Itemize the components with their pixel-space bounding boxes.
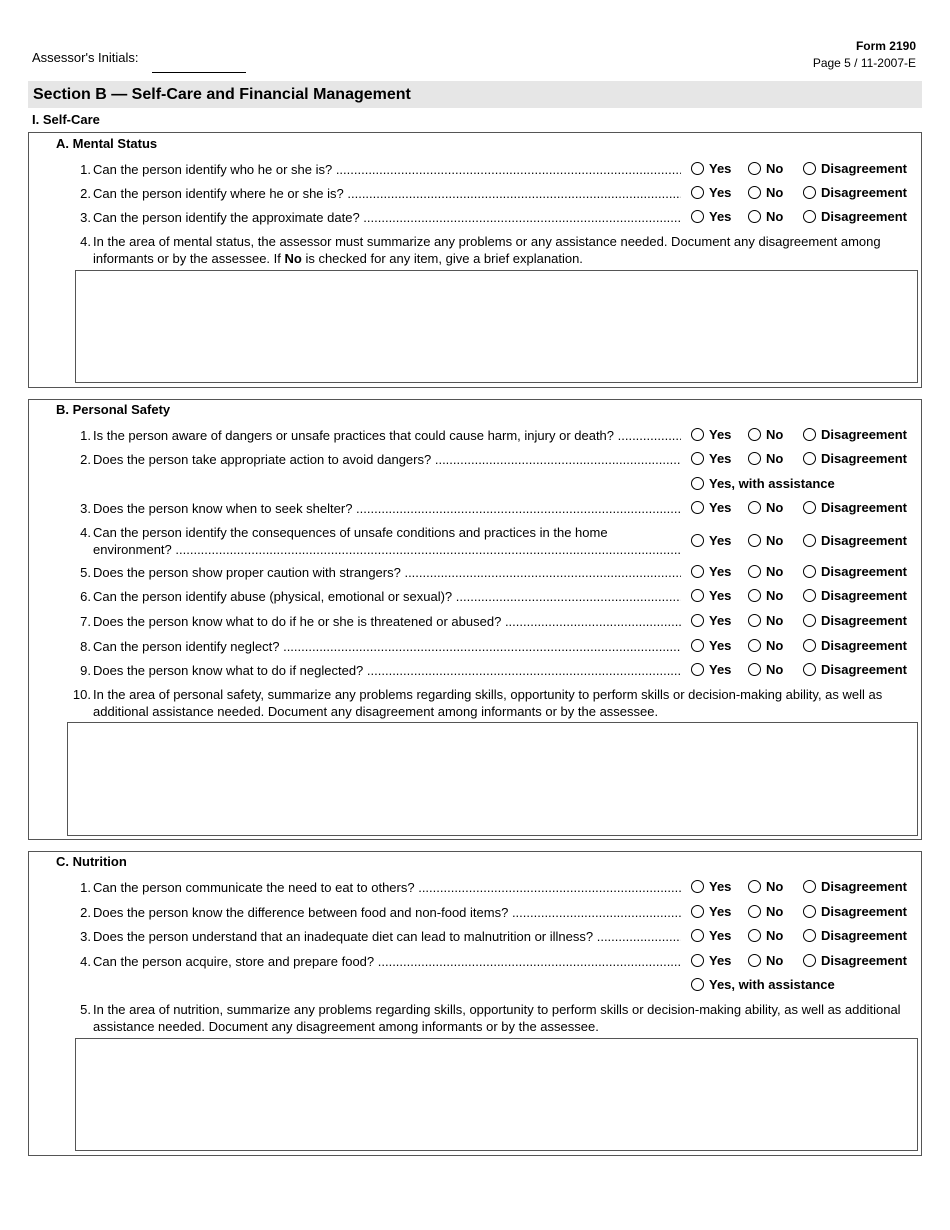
radio-circle-icon — [803, 452, 816, 465]
radio-circle-icon — [748, 639, 761, 652]
disagreement-radio[interactable] — [803, 878, 907, 896]
radio-circle-icon — [691, 210, 704, 223]
radio-circle-icon — [748, 428, 761, 441]
yes-radio[interactable] — [691, 637, 731, 655]
radio-circle-icon — [748, 880, 761, 893]
yes-label: Yes — [709, 500, 732, 515]
yes-radio[interactable] — [691, 450, 731, 468]
disagreement-label: Disagreement — [821, 613, 907, 628]
yes-radio[interactable] — [691, 612, 731, 630]
radio-circle-icon — [803, 428, 816, 441]
yes-radio[interactable] — [691, 927, 731, 945]
yes-radio[interactable] — [691, 208, 731, 226]
yes-radio[interactable] — [691, 563, 731, 581]
mental-status-title: A. Mental Status — [56, 136, 158, 151]
yes-radio[interactable] — [691, 426, 731, 444]
disagreement-radio[interactable] — [803, 637, 907, 655]
radio-circle-icon — [803, 663, 816, 676]
radio-circle-icon — [691, 428, 704, 441]
yes-radio[interactable] — [691, 878, 731, 896]
question-text: Can the person identify where he or she is? ..... — [93, 185, 681, 202]
no-radio[interactable] — [748, 426, 783, 444]
radio-circle-icon — [691, 663, 704, 676]
personal-safety-title: B. Personal Safety — [56, 402, 171, 417]
disagreement-label: Disagreement — [821, 953, 907, 968]
yes-with-assistance-radio[interactable] — [691, 976, 835, 994]
radio-circle-icon — [691, 452, 704, 465]
yes-label: Yes — [709, 185, 732, 200]
assessor-initials-field[interactable] — [152, 71, 246, 73]
radio-circle-icon — [748, 565, 761, 578]
radio-circle-icon — [691, 954, 704, 967]
personal-safety-summary-box[interactable] — [67, 722, 918, 836]
radio-circle-icon — [803, 954, 816, 967]
question-text: Can the person identify the approximate date? ..... — [93, 209, 681, 226]
instruction-text: In the area of nutrition, summarize any problems regarding skills, opportunity to perform skills or decision-making ability, as well as additional assistance needed. Document any disagreement among informants or by the assessee. — [93, 1002, 901, 1034]
disagreement-label: Disagreement — [821, 500, 907, 515]
question-number: 4. — [80, 234, 91, 249]
question-number: 2. — [80, 452, 91, 467]
yes-radio[interactable] — [691, 160, 731, 178]
disagreement-radio[interactable] — [803, 208, 907, 226]
no-label: No — [766, 662, 784, 677]
no-radio[interactable] — [748, 563, 783, 581]
question-text: Can the person acquire, store and prepare food? ..... — [93, 953, 681, 970]
instruction-emphasis: No — [284, 251, 302, 266]
no-label: No — [766, 427, 784, 442]
yes-label: Yes — [709, 427, 732, 442]
radio-circle-icon — [691, 905, 704, 918]
no-label: No — [766, 613, 784, 628]
radio-circle-icon — [748, 452, 761, 465]
disagreement-radio[interactable] — [803, 160, 907, 178]
disagreement-radio[interactable] — [803, 952, 907, 970]
question-number: 3. — [80, 210, 91, 225]
yes-with-assistance-radio[interactable] — [691, 475, 835, 493]
question-number: 6. — [80, 589, 91, 604]
radio-circle-icon — [803, 186, 816, 199]
radio-circle-icon — [748, 501, 761, 514]
question-number: 4. — [80, 525, 91, 540]
yes-label: Yes — [709, 161, 732, 176]
radio-circle-icon — [691, 477, 704, 490]
no-radio[interactable] — [748, 637, 783, 655]
radio-circle-icon — [748, 534, 761, 547]
no-radio[interactable] — [748, 532, 783, 550]
no-label: No — [766, 879, 784, 894]
question-number: 2. — [80, 905, 91, 920]
yes-label: Yes — [709, 564, 732, 579]
question-text: Can the person identify who he or she is? ..... — [93, 161, 681, 178]
yes-label: Yes — [709, 533, 732, 548]
yes-label: Yes — [709, 953, 732, 968]
disagreement-label: Disagreement — [821, 904, 907, 919]
radio-circle-icon — [748, 929, 761, 942]
question-number: 9. — [80, 663, 91, 678]
radio-circle-icon — [691, 880, 704, 893]
disagreement-radio[interactable] — [803, 903, 907, 921]
no-label: No — [766, 588, 784, 603]
radio-circle-icon — [748, 186, 761, 199]
disagreement-radio[interactable] — [803, 927, 907, 945]
no-radio[interactable] — [748, 878, 783, 896]
disagreement-radio[interactable] — [803, 661, 907, 679]
question-number: 7. — [80, 614, 91, 629]
yes-radio[interactable] — [691, 499, 731, 517]
radio-circle-icon — [691, 929, 704, 942]
no-radio[interactable] — [748, 612, 783, 630]
question-text: Can the person identify abuse (physical, emotional or sexual)? ..... — [93, 588, 681, 605]
radio-circle-icon — [691, 501, 704, 514]
question-text-continued: environment? ..... — [93, 541, 681, 558]
disagreement-label: Disagreement — [821, 427, 907, 442]
no-radio[interactable] — [748, 587, 783, 605]
disagreement-radio[interactable] — [803, 532, 907, 550]
disagreement-label: Disagreement — [821, 662, 907, 677]
yes-label: Yes — [709, 879, 732, 894]
page-reference: Page 5 / 11-2007-E — [812, 56, 916, 70]
question-text: Does the person understand that an inadequate diet can lead to malnutrition or illness? ..... — [93, 928, 681, 945]
instruction-text: In the area of mental status, the assessor must summarize any problems or any assistance needed. Document any disagreement among informants or by the assessee. If — [93, 234, 881, 266]
no-label: No — [766, 638, 784, 653]
no-label: No — [766, 500, 784, 515]
radio-circle-icon — [691, 534, 704, 547]
disagreement-label: Disagreement — [821, 533, 907, 548]
question-text: Can the person communicate the need to eat to others? ..... — [93, 879, 681, 896]
radio-circle-icon — [691, 639, 704, 652]
instruction-text: is checked for any item, give a brief explanation. — [301, 251, 583, 266]
radio-circle-icon — [748, 905, 761, 918]
question-text: Does the person know what to do if neglected? ..... — [93, 662, 681, 679]
no-label: No — [766, 928, 784, 943]
disagreement-label: Disagreement — [821, 879, 907, 894]
yes-with-assistance-label: Yes, with assistance — [709, 476, 835, 491]
radio-circle-icon — [691, 978, 704, 991]
disagreement-radio[interactable] — [803, 426, 907, 444]
radio-circle-icon — [748, 954, 761, 967]
form-number: Form 2190 — [855, 39, 916, 53]
question-text: Does the person show proper caution with strangers? ..... — [93, 564, 681, 581]
no-radio[interactable] — [748, 952, 783, 970]
nutrition-summary-instruction — [72, 1001, 902, 1035]
radio-circle-icon — [748, 614, 761, 627]
question-text: Is the person aware of dangers or unsafe practices that could cause harm, injury or death? ..... — [93, 427, 681, 444]
disagreement-label: Disagreement — [821, 588, 907, 603]
disagreement-label: Disagreement — [821, 928, 907, 943]
radio-circle-icon — [803, 905, 816, 918]
yes-radio[interactable] — [691, 952, 731, 970]
question-text: Can the person identify neglect? ..... — [93, 638, 681, 655]
personal-safety-summary-instruction — [72, 686, 902, 720]
no-label: No — [766, 185, 784, 200]
yes-label: Yes — [709, 662, 732, 677]
radio-circle-icon — [803, 639, 816, 652]
disagreement-radio[interactable] — [803, 563, 907, 581]
question-number: 5. — [80, 1002, 91, 1017]
radio-circle-icon — [691, 186, 704, 199]
yes-with-assistance-label: Yes, with assistance — [709, 977, 835, 992]
mental-status-summary-box[interactable] — [75, 270, 918, 383]
disagreement-radio[interactable] — [803, 612, 907, 630]
disagreement-radio[interactable] — [803, 587, 907, 605]
question-number: 3. — [80, 501, 91, 516]
question-number: 1. — [80, 880, 91, 895]
yes-label: Yes — [709, 451, 732, 466]
no-radio[interactable] — [748, 903, 783, 921]
question-text: Does the person know what to do if he or she is threatened or abused? ..... — [93, 613, 681, 630]
no-label: No — [766, 904, 784, 919]
disagreement-label: Disagreement — [821, 564, 907, 579]
question-number: 1. — [80, 162, 91, 177]
question-number: 3. — [80, 929, 91, 944]
yes-radio[interactable] — [691, 532, 731, 550]
no-label: No — [766, 209, 784, 224]
no-radio[interactable] — [748, 661, 783, 679]
no-radio[interactable] — [748, 450, 783, 468]
radio-circle-icon — [748, 162, 761, 175]
yes-label: Yes — [709, 904, 732, 919]
no-radio[interactable] — [748, 499, 783, 517]
disagreement-label: Disagreement — [821, 451, 907, 466]
nutrition-summary-box[interactable] — [75, 1038, 918, 1151]
assessor-initials-label: Assessor's Initials: — [32, 50, 139, 65]
disagreement-radio[interactable] — [803, 184, 907, 202]
disagreement-label: Disagreement — [821, 638, 907, 653]
radio-circle-icon — [803, 534, 816, 547]
disagreement-label: Disagreement — [821, 185, 907, 200]
radio-circle-icon — [691, 565, 704, 578]
section-title: Section B — Self-Care and Financial Management — [28, 81, 922, 108]
radio-circle-icon — [803, 880, 816, 893]
no-label: No — [766, 953, 784, 968]
instruction-text: In the area of personal safety, summarize any problems regarding skills, opportunity to perform skills or decision-making ability, as well as additional assistance needed. Document any disagreement among informants or by the assessee. — [93, 687, 883, 719]
no-radio[interactable] — [748, 927, 783, 945]
radio-circle-icon — [803, 162, 816, 175]
yes-radio[interactable] — [691, 184, 731, 202]
no-label: No — [766, 533, 784, 548]
radio-circle-icon — [691, 162, 704, 175]
yes-label: Yes — [709, 928, 732, 943]
radio-circle-icon — [803, 565, 816, 578]
yes-label: Yes — [709, 588, 732, 603]
radio-circle-icon — [803, 929, 816, 942]
yes-label: Yes — [709, 613, 732, 628]
question-text: Can the person identify the consequences of unsafe conditions and practices in the home — [93, 525, 608, 540]
radio-circle-icon — [803, 501, 816, 514]
radio-circle-icon — [803, 210, 816, 223]
radio-circle-icon — [691, 614, 704, 627]
subsection-title: I. Self-Care — [32, 112, 100, 127]
yes-radio[interactable] — [691, 903, 731, 921]
yes-radio[interactable] — [691, 661, 731, 679]
radio-circle-icon — [803, 589, 816, 602]
disagreement-label: Disagreement — [821, 161, 907, 176]
question-number: 5. — [80, 565, 91, 580]
question-text: Does the person know the difference between food and non-food items? ..... — [93, 904, 681, 921]
radio-circle-icon — [691, 589, 704, 602]
no-radio[interactable] — [748, 184, 783, 202]
no-radio[interactable] — [748, 160, 783, 178]
no-label: No — [766, 161, 784, 176]
question-number: 4. — [80, 954, 91, 969]
question-text: Does the person know when to seek shelter? ..... — [93, 500, 681, 517]
disagreement-label: Disagreement — [821, 209, 907, 224]
yes-radio[interactable] — [691, 587, 731, 605]
mental-status-summary-instruction — [72, 233, 902, 267]
radio-circle-icon — [748, 210, 761, 223]
disagreement-radio[interactable] — [803, 450, 907, 468]
question-number: 8. — [80, 639, 91, 654]
nutrition-title: C. Nutrition — [56, 854, 127, 869]
question-number: 10. — [72, 687, 91, 702]
question-number: 2. — [80, 186, 91, 201]
question-text: Does the person take appropriate action to avoid dangers? ..... — [93, 451, 681, 468]
no-radio[interactable] — [748, 208, 783, 226]
no-label: No — [766, 564, 784, 579]
radio-circle-icon — [748, 663, 761, 676]
yes-label: Yes — [709, 209, 732, 224]
radio-circle-icon — [748, 589, 761, 602]
question-number: 1. — [80, 428, 91, 443]
yes-label: Yes — [709, 638, 732, 653]
no-label: No — [766, 451, 784, 466]
disagreement-radio[interactable] — [803, 499, 907, 517]
radio-circle-icon — [803, 614, 816, 627]
